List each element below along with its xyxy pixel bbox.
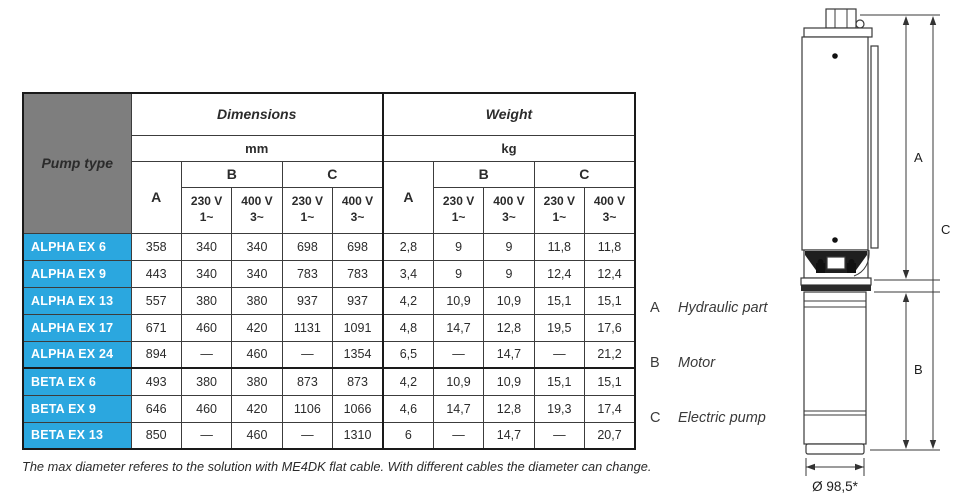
pump-name-cell: ALPHA EX 13 bbox=[23, 287, 131, 314]
volt-line2: 1~ bbox=[552, 210, 567, 224]
value-cell: 443 bbox=[131, 260, 181, 287]
value-cell: 340 bbox=[232, 233, 282, 260]
value-cell: 420 bbox=[232, 314, 282, 341]
volt-header bbox=[484, 187, 534, 233]
value-cell: 12,4 bbox=[585, 260, 635, 287]
col-b-weight: B bbox=[433, 161, 534, 187]
volt-line1: 400 V bbox=[493, 194, 525, 209]
value-cell: 1106 bbox=[282, 395, 332, 422]
value-cell: 9 bbox=[433, 233, 483, 260]
value-cell: — bbox=[181, 341, 231, 368]
value-cell: 4,6 bbox=[383, 395, 433, 422]
value-cell: 1131 bbox=[282, 314, 332, 341]
value-cell: 460 bbox=[181, 314, 231, 341]
legend-label: Electric pump bbox=[678, 410, 766, 426]
value-cell: 698 bbox=[282, 233, 332, 260]
value-cell: 4,2 bbox=[383, 287, 433, 314]
unit-kg: kg bbox=[383, 135, 635, 161]
col-c-dimensions: C bbox=[282, 161, 383, 187]
col-a-dimensions: A bbox=[131, 161, 181, 233]
pump-name-cell: BETA EX 9 bbox=[23, 395, 131, 422]
dim-label-b: B bbox=[914, 362, 923, 377]
table-row bbox=[23, 341, 635, 368]
value-cell: 10,9 bbox=[484, 287, 534, 314]
volt-line2: 1~ bbox=[199, 210, 214, 224]
value-cell: 1091 bbox=[333, 314, 383, 341]
value-cell: 15,1 bbox=[534, 368, 584, 395]
pump-technical-drawing bbox=[790, 0, 963, 500]
volt-line1: 230 V bbox=[543, 194, 575, 209]
volt-line1: 400 V bbox=[341, 194, 374, 209]
value-cell: 12,8 bbox=[484, 314, 534, 341]
pump-name-cell: ALPHA EX 6 bbox=[23, 233, 131, 260]
value-cell: 460 bbox=[181, 395, 231, 422]
volt-line2: 3~ bbox=[250, 210, 264, 224]
volt-header bbox=[181, 187, 231, 233]
pump-name-cell: BETA EX 13 bbox=[23, 422, 131, 449]
value-cell: — bbox=[534, 422, 584, 449]
pump-type-header: Pump type bbox=[23, 93, 131, 233]
legend-key: B bbox=[650, 355, 660, 371]
value-cell: 19,3 bbox=[534, 395, 584, 422]
value-cell: 9 bbox=[484, 260, 534, 287]
value-cell: 894 bbox=[131, 341, 181, 368]
legend-label: Motor bbox=[678, 355, 716, 371]
value-cell: 10,9 bbox=[433, 287, 483, 314]
value-cell: 11,8 bbox=[534, 233, 584, 260]
volt-line1: 230 V bbox=[291, 194, 324, 209]
value-cell: 340 bbox=[232, 260, 282, 287]
volt-header bbox=[534, 187, 584, 233]
pump-name-cell: ALPHA EX 9 bbox=[23, 260, 131, 287]
value-cell: 20,7 bbox=[585, 422, 635, 449]
value-cell: 340 bbox=[181, 233, 231, 260]
value-cell: 380 bbox=[232, 368, 282, 395]
value-cell: 380 bbox=[181, 287, 231, 314]
value-cell: 15,1 bbox=[534, 287, 584, 314]
diameter-label: Ø 98,5* bbox=[812, 479, 858, 494]
value-cell: 783 bbox=[282, 260, 332, 287]
value-cell: 671 bbox=[131, 314, 181, 341]
legend-item-electric-pump bbox=[650, 410, 766, 426]
value-cell: 15,1 bbox=[585, 287, 635, 314]
legend-label: Hydraulic part bbox=[678, 300, 768, 316]
value-cell: 14,7 bbox=[433, 395, 483, 422]
dim-label-a: A bbox=[914, 150, 923, 165]
table-row bbox=[23, 422, 635, 449]
value-cell: 358 bbox=[131, 233, 181, 260]
value-cell: 17,6 bbox=[585, 314, 635, 341]
legend-key: C bbox=[650, 410, 661, 426]
value-cell: 11,8 bbox=[585, 233, 635, 260]
volt-line1: 230 V bbox=[190, 194, 223, 209]
value-cell: 557 bbox=[131, 287, 181, 314]
value-cell: 1066 bbox=[333, 395, 383, 422]
volt-line1: 400 V bbox=[593, 194, 626, 209]
header-row-groups bbox=[23, 93, 635, 135]
value-cell: 10,9 bbox=[433, 368, 483, 395]
value-cell: 460 bbox=[232, 422, 282, 449]
volt-line1: 230 V bbox=[442, 194, 475, 209]
value-cell: 873 bbox=[333, 368, 383, 395]
value-cell: 15,1 bbox=[585, 368, 635, 395]
value-cell: 460 bbox=[232, 341, 282, 368]
volt-header bbox=[433, 187, 483, 233]
legend-item-motor bbox=[650, 355, 715, 371]
value-cell: — bbox=[282, 422, 332, 449]
value-cell: 937 bbox=[282, 287, 332, 314]
volt-line2: 3~ bbox=[502, 210, 516, 224]
table-row bbox=[23, 233, 635, 260]
value-cell: 12,8 bbox=[484, 395, 534, 422]
value-cell: 9 bbox=[484, 233, 534, 260]
value-cell: — bbox=[181, 422, 231, 449]
dim-label-c: C bbox=[941, 222, 951, 237]
table-row bbox=[23, 314, 635, 341]
table-row bbox=[23, 395, 635, 422]
value-cell: 1310 bbox=[333, 422, 383, 449]
col-a-weight: A bbox=[383, 161, 433, 233]
volt-header bbox=[585, 187, 635, 233]
value-cell: — bbox=[282, 341, 332, 368]
value-cell: 646 bbox=[131, 395, 181, 422]
value-cell: 19,5 bbox=[534, 314, 584, 341]
weight-group-header: Weight bbox=[383, 93, 635, 135]
value-cell: — bbox=[433, 422, 483, 449]
volt-line2: 1~ bbox=[300, 210, 315, 224]
volt-line2: 3~ bbox=[602, 210, 617, 224]
legend-item-hydraulic-part bbox=[650, 300, 767, 316]
pump-name-cell: BETA EX 6 bbox=[23, 368, 131, 395]
value-cell: 4,2 bbox=[383, 368, 433, 395]
value-cell: 6 bbox=[383, 422, 433, 449]
value-cell: 380 bbox=[181, 368, 231, 395]
value-cell: 783 bbox=[333, 260, 383, 287]
table-row bbox=[23, 260, 635, 287]
value-cell: 493 bbox=[131, 368, 181, 395]
volt-header bbox=[282, 187, 332, 233]
unit-mm: mm bbox=[131, 135, 383, 161]
pump-body-outline bbox=[801, 9, 878, 454]
value-cell: — bbox=[433, 341, 483, 368]
pump-name-cell: ALPHA EX 24 bbox=[23, 341, 131, 368]
value-cell: 698 bbox=[333, 233, 383, 260]
dimensions-group-header: Dimensions bbox=[131, 93, 383, 135]
spec-table-wrap bbox=[22, 92, 636, 450]
value-cell: 21,2 bbox=[585, 341, 635, 368]
value-cell: 10,9 bbox=[484, 368, 534, 395]
value-cell: 4,8 bbox=[383, 314, 433, 341]
value-cell: 850 bbox=[131, 422, 181, 449]
table-row bbox=[23, 287, 635, 314]
value-cell: 3,4 bbox=[383, 260, 433, 287]
volt-header bbox=[333, 187, 383, 233]
value-cell: 12,4 bbox=[534, 260, 584, 287]
col-b-dimensions: B bbox=[181, 161, 282, 187]
value-cell: 14,7 bbox=[484, 422, 534, 449]
value-cell: 17,4 bbox=[585, 395, 635, 422]
value-cell: 6,5 bbox=[383, 341, 433, 368]
value-cell: 9 bbox=[433, 260, 483, 287]
value-cell: — bbox=[534, 341, 584, 368]
col-c-weight: C bbox=[534, 161, 635, 187]
value-cell: 420 bbox=[232, 395, 282, 422]
value-cell: 14,7 bbox=[484, 341, 534, 368]
value-cell: 14,7 bbox=[433, 314, 483, 341]
value-cell: 2,8 bbox=[383, 233, 433, 260]
volt-line1: 400 V bbox=[241, 194, 273, 209]
value-cell: 380 bbox=[232, 287, 282, 314]
volt-line2: 1~ bbox=[451, 210, 466, 224]
volt-line2: 3~ bbox=[350, 210, 365, 224]
pump-name-cell: ALPHA EX 17 bbox=[23, 314, 131, 341]
volt-header bbox=[232, 187, 282, 233]
pump-spec-table bbox=[22, 92, 636, 450]
value-cell: 1354 bbox=[333, 341, 383, 368]
footnote: The max diameter referes to the solution with ME4DK flat cable. With different cables the diameter can change. bbox=[22, 459, 652, 474]
value-cell: 873 bbox=[282, 368, 332, 395]
table-row bbox=[23, 368, 635, 395]
value-cell: 937 bbox=[333, 287, 383, 314]
value-cell: 340 bbox=[181, 260, 231, 287]
legend-key: A bbox=[650, 300, 660, 316]
